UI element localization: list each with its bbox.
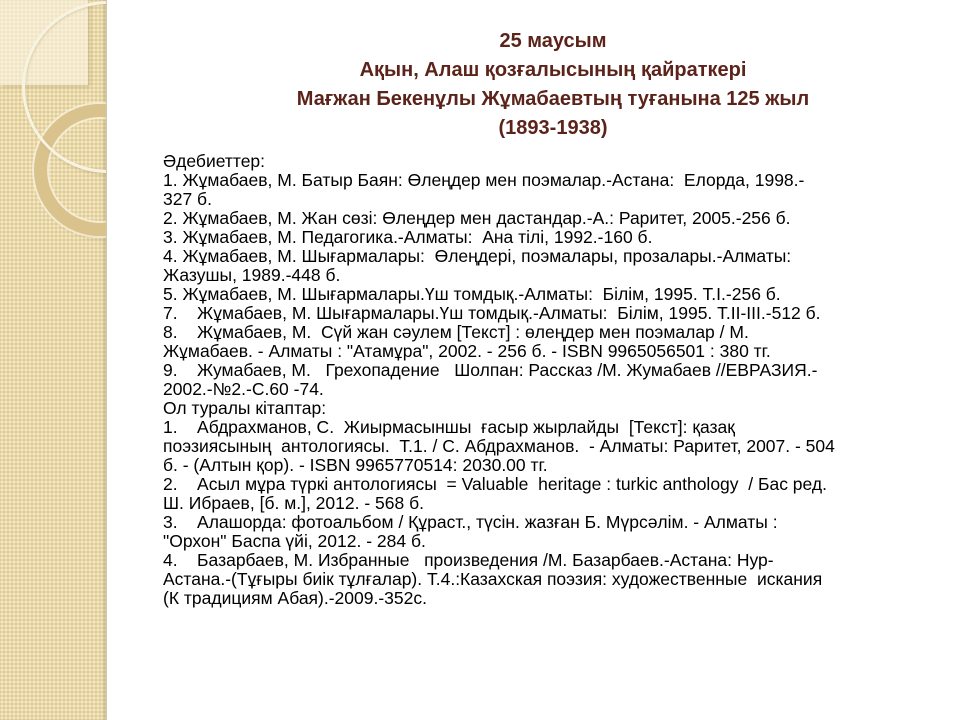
- reference-line: Астана.-(Тұғыры биік тұлғалар). Т.4.:Казахская поэзия: художественные искания: [163, 569, 823, 589]
- title-line: 25 маусым: [499, 30, 607, 52]
- reference-line: 8. Жұмабаев, М. Сүй жан сәулем [Текст] : өлеңдер мен поэмалар / М.: [163, 322, 749, 342]
- reference-line: 5. Жұмабаев, М. Шығармалары.Үш томдық.-Алматы: Білім, 1995. Т.I.-256 б.: [163, 284, 781, 304]
- reference-line: 3. Жұмабаев, М. Педагогика.-Алматы: Ана тілі, 1992.-160 б.: [163, 227, 653, 247]
- reference-line: Жазушы, 1989.-448 б.: [163, 265, 341, 285]
- reference-line: 7. Жұмабаев, М. Шығармалары.Үш томдық.-Алматы: Білім, 1995. Т.II-III.-512 б.: [163, 303, 821, 323]
- reference-line: 2002.-№2.-С.60 -74.: [163, 379, 324, 399]
- reference-line: 4. Базарбаев, М. Избранные произведения /М. Базарбаев.-Астана: Нур-: [163, 550, 774, 570]
- reference-line: "Орхон" Баспа үйі, 2012. - 284 б.: [163, 531, 426, 551]
- title-line: Ақын, Алаш қозғалысының қайраткері: [359, 59, 747, 81]
- reference-line: 3. Алашорда: фотоальбом / Құраст., түсін. жазған Б. Мүрсәлім. - Алматы :: [163, 512, 778, 532]
- reference-line: (К традициям Абая).-2009.-352с.: [163, 588, 427, 608]
- reference-line: 2. Асыл мұра түркі антологиясы = Valuable heritage : turkic anthology / Бас ред.: [163, 474, 827, 494]
- reference-line: 9. Жумабаев, М. Грехопадение Шолпан: Рассказ /М. Жумабаев //ЕВРАЗИЯ.-: [163, 360, 818, 380]
- reference-line: поэзиясының антологиясы. Т.1. / С. Абдрахманов. - Алматы: Раритет, 2007. - 504: [163, 436, 835, 456]
- title-line: (1893-1938): [498, 117, 608, 139]
- sidebar-decoration: [0, 0, 107, 720]
- reference-line: 4. Жұмабаев, М. Шығармалары: Өлеңдері, поэмалары, прозалары.-Алматы:: [163, 246, 792, 266]
- reference-line: б. - (Алтын қор). - ISBN 9965770514: 2030.00 тг.: [163, 455, 548, 475]
- reference-line: Жұмабаев. - Алматы : "Атамұра", 2002. - 256 б. - ISBN 9965056501 : 380 тг.: [163, 341, 771, 361]
- reference-line: Ол туралы кітаптар:: [163, 398, 327, 418]
- slide-title: [163, 27, 943, 143]
- reference-line: Әдебиеттер:: [163, 151, 266, 171]
- slide-content: [163, 0, 943, 720]
- reference-line: 1. Абдрахманов, С. Жиырмасыншы ғасыр жырлайды [Текст]: қазақ: [163, 417, 735, 437]
- reference-line: 1. Жұмабаев, М. Батыр Баян: Өлеңдер мен поэмалар.-Астана: Елорда, 1998.-: [163, 170, 805, 190]
- reference-line: Ш. Ибраев, [б. м.], 2012. - 568 б.: [163, 493, 424, 513]
- reference-line: 2. Жұмабаев, М. Жан сөзі: Өлеңдер мен дастандар.-А.: Раритет, 2005.-256 б.: [163, 208, 791, 228]
- reference-line: 327 б.: [163, 189, 212, 209]
- title-line: Мағжан Бекенұлы Жұмабаевтың туғанына 125 жыл: [296, 88, 810, 110]
- reference-list: [163, 152, 943, 608]
